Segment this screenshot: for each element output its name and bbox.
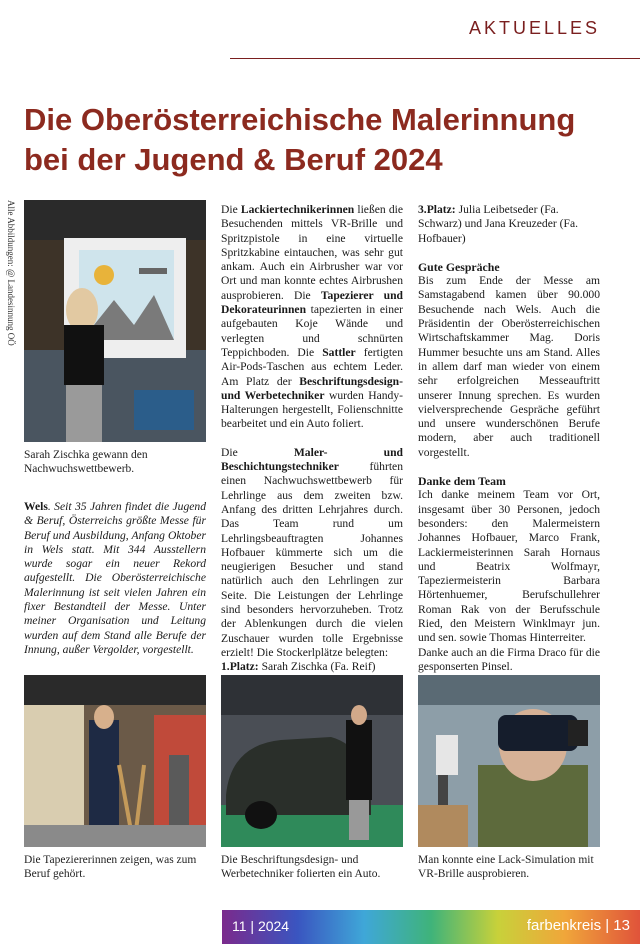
main-photo bbox=[24, 200, 206, 442]
footer-issue: 11 | 2024 bbox=[232, 918, 290, 934]
place-text: Sarah Zischka (Fa. Reif) bbox=[258, 660, 376, 674]
trade-name: Maler- und Beschichtungstechniker bbox=[221, 445, 403, 474]
caption-car-wrap: Die Beschriftungsdesign- und Werbetechniker folierten ein Auto. bbox=[221, 854, 381, 880]
trade-name: Lackiertechnikerinnen bbox=[240, 203, 355, 216]
column-1 bbox=[24, 500, 206, 671]
paragraph-team: Ich danke meinem Team vor Ort, insgesamt über 30 Personen, jedoch besonders: den Malermeistern Johannes Hofbauer, Marco Frank, Lackiermeisterinnen Sarah Hornaus und Beatrix Wolfmayr, Tapeziermeisterin Barbara Hörtenhuemer, Berufschullehrer Roman Rak von der Berufsschule Ried, den Meistern Winklmayr jun. und sen. sowie Thomas Hinterreiter. bbox=[418, 488, 600, 645]
trade-name: Sattler bbox=[322, 345, 356, 359]
section-label: AKTUELLES bbox=[468, 18, 600, 38]
place-1 bbox=[221, 660, 403, 674]
column-3 bbox=[418, 203, 600, 731]
footer-brand-page: farbenkreis | 13 bbox=[526, 917, 630, 934]
place-label: 1.Platz: bbox=[221, 660, 259, 674]
caption-tapezierer: Die Tapeziererinnen zeigen, was zum Beruf gehört. bbox=[24, 854, 197, 880]
main-photo-caption: Sarah Zischka gewann den Nachwuchswettbewerb. bbox=[24, 449, 148, 475]
text: ließen die Besuchenden mittels VR-Brille und Spritzpistole in eine virtuelle Spritzkabine eintauchen, was sehr gut ankam. Auch ein Airbrusher war vor Ort und man konnte echtes Airbrushen ausprobieren. Die bbox=[221, 203, 403, 302]
paragraph-trades bbox=[221, 203, 403, 432]
section-rule bbox=[230, 58, 640, 59]
text: fertigten Air-Pods-Taschen aus echtem Leder. Am Platz der bbox=[221, 345, 404, 388]
text: Die bbox=[221, 203, 241, 216]
headline-line-1: Die Oberösterreichische Malerinnung bbox=[24, 102, 576, 137]
place-label: 3.Platz: bbox=[418, 203, 456, 216]
photo-car-wrap bbox=[221, 675, 403, 847]
lead-place: Wels bbox=[24, 500, 48, 513]
paragraph-draco: Danke auch an die Firma Draco für die gesponserten Pinsel. bbox=[418, 645, 600, 673]
photo-credit-text: Alle Abbildungen: @ Landesinnung OÖ bbox=[6, 200, 16, 346]
paragraph-competition bbox=[221, 446, 403, 660]
headline-line-2: bei der Jugend & Beruf 2024 bbox=[24, 142, 443, 177]
trade-name: Tapezierer und Dekorateurinnen bbox=[221, 288, 403, 317]
text: Die bbox=[221, 445, 294, 459]
photo-tapezierer bbox=[24, 675, 206, 847]
trade-name: Beschriftungsdesign- und Werbetechniker bbox=[221, 374, 403, 402]
photo-vr-simulation bbox=[418, 675, 600, 847]
place-text: Julia Leibetseder (Fa. Schwarz) und Jana Kreuzeder (Fa. Hofbauer) bbox=[418, 203, 578, 245]
lead-text: . Seit 35 Jahren findet die Jugend & Beruf, Österreichs größte Messe für Beruf und Ausbildung, Anfang Oktober in Wels statt. Mit 344 Ausstellern wurde sogar ein neuer Rekord aufgestellt. Die Oberösterreichische Malerinnung ist seit vielen Jahren ein fixer Bestandteil der Messe. Unter meiner Organisation und Leitung wurden auf dem Stand alle Berufe der Innung, außer Vergolder, vorgestellt. bbox=[24, 500, 206, 656]
photo-credit bbox=[2, 200, 18, 346]
subheading-team: Danke dem Team bbox=[418, 474, 506, 489]
place-3 bbox=[418, 203, 600, 246]
paragraph-gespraeche: Bis zum Ende der Messe am Samstagabend kamen über 90.000 Besuchende nach Wels. Auch die Präsidentin der Oberösterreichischen Wirtschaftskammer Mag. Doris Hummer besuchte uns am Stand. Alles in allem darf man wieder von einem sehr erfolgreichen Messeauftritt unserer Innung sprechen. Es wurden vielversprechende Gespräche geführt und unsere wunderschönen Berufe modern, aber auch traditionell vorgestellt. bbox=[418, 274, 600, 459]
caption-vr-simulation: Man konnte eine Lack-Simulation mit VR-Brille ausprobieren. bbox=[418, 854, 594, 880]
text: tapezierten in einer aufgebauten Koje Wände und verlegten und schnürten Teppichboden. Die bbox=[221, 303, 403, 359]
subheading-gespraeche: Gute Gespräche bbox=[418, 259, 500, 274]
text: führten einen Nachwuchswettbewerb für Lehrlinge aus dem zweiten bzw. Anfang des dritten Lehrjahres durch. Das Team rund um Lehrlingsbeauftragten Johannes Hofbauer kümmerte sich um die neugierigen Besucher und stand natürlich auch den Lehrlingen zur Seite. Die Leistungen der Lehrlinge sind besonders hervorzuheben. Trotz der Ablenkungen durch die vielen Zuschauer wurden tolle Ergebnisse erzielt! Die Stockerlplätze belegten: bbox=[221, 460, 403, 659]
column-2 bbox=[221, 203, 403, 689]
text: wurden Handy-Halterungen hergestellt, Folienschnitte bearbeitet und ein Auto foliert. bbox=[221, 388, 403, 431]
headline bbox=[24, 100, 624, 180]
